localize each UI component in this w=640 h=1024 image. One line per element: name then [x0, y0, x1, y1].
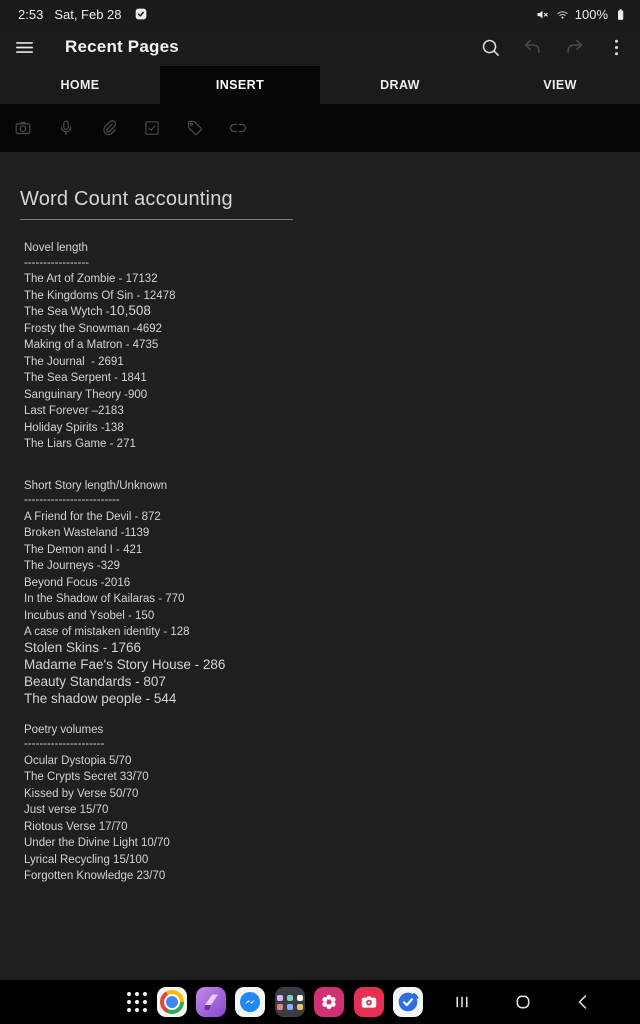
tag-tool-button[interactable]	[181, 114, 209, 142]
paperclip-icon	[99, 118, 119, 138]
attach-file-tool-button[interactable]	[95, 114, 123, 142]
note-line: Riotous Verse 17/70	[24, 820, 128, 833]
camera-app-icon	[354, 987, 384, 1017]
note-line: Broken Wasteland -1139	[24, 527, 150, 539]
section-short-story	[24, 479, 620, 708]
undo-button[interactable]	[518, 33, 546, 61]
app-drawer-icon	[122, 987, 152, 1017]
chrome-icon	[157, 987, 187, 1017]
note-line: Beauty Standards - 807	[24, 673, 166, 689]
note-line: The Liars Game - 271	[24, 438, 136, 450]
link-icon	[228, 118, 248, 138]
note-line: The Demon and I - 421	[24, 543, 143, 556]
task-check-notification-icon	[133, 6, 149, 22]
note-line: Making of a Matron - 4735	[24, 339, 159, 351]
navigation-dock	[0, 980, 640, 1024]
note-line: The Art of Zombie - 17132	[24, 273, 158, 285]
note-line: The Kingdoms Of Sin - 12478	[24, 289, 176, 302]
note-line: Under the Divine Light 10/70	[24, 837, 170, 849]
note-line: A case of mistaken identity - 128	[24, 626, 190, 638]
camera-icon	[13, 118, 33, 138]
back-nav-button[interactable]	[568, 987, 598, 1017]
volume-muted-icon	[535, 7, 550, 22]
note-line: Just verse 15/70	[24, 804, 109, 816]
section-items	[24, 752, 620, 884]
battery-percent: 100%	[574, 6, 608, 22]
camera-app-button[interactable]	[354, 987, 384, 1017]
note-line: Frosty the Snowman -4692	[24, 322, 163, 335]
tab-insert[interactable]: INSERT	[160, 66, 320, 104]
section-divider: ---------------------	[24, 738, 105, 750]
note-line: Last Forever –2183	[24, 405, 124, 417]
section-divider: -------------------------	[24, 494, 120, 506]
link-tool-button[interactable]	[224, 114, 252, 142]
messenger-app-button[interactable]	[235, 987, 265, 1017]
section-divider: -----------------	[24, 256, 90, 269]
microphone-icon	[56, 118, 76, 138]
chrome-app-button[interactable]	[157, 987, 187, 1017]
note-line: Holiday Spirits -138	[24, 421, 124, 434]
note-line: The Journeys -329	[24, 560, 120, 572]
status-date: Sat, Feb 28	[54, 6, 122, 22]
note-body	[24, 241, 620, 884]
page-title: Recent Pages	[65, 37, 179, 56]
note-line: The Crypts Secret 33/70	[24, 771, 149, 783]
note-line: The Sea Serpent - 1841	[24, 372, 147, 384]
home-nav-button[interactable]	[508, 987, 538, 1017]
status-bar	[0, 0, 640, 28]
section-heading: Poetry volumes	[24, 723, 104, 736]
kebab-menu-icon	[605, 36, 628, 59]
note-line: The shadow people - 544	[24, 690, 177, 706]
recents-nav-button[interactable]	[447, 987, 477, 1017]
note-title: Word Count accounting	[20, 188, 293, 220]
note-line: Kissed by Verse 50/70	[24, 787, 139, 800]
recents-icon	[451, 991, 473, 1013]
hamburger-icon	[13, 36, 36, 59]
gallery-app-button[interactable]	[314, 987, 344, 1017]
camera-tool-button[interactable]	[9, 114, 37, 142]
tab-bar	[0, 66, 640, 104]
note-line: The Sea Wytch -10,508	[24, 303, 151, 318]
note-line: The Journal - 2691	[24, 355, 124, 368]
app-folder-button[interactable]	[275, 987, 305, 1017]
note-line: Sanguinary Theory -900	[24, 388, 148, 401]
note-line: Stolen Skins - 1766	[24, 639, 142, 655]
note-line: Ocular Dystopia 5/70	[24, 754, 132, 767]
redo-icon	[563, 36, 586, 59]
search-icon	[479, 36, 502, 59]
check-circle-icon	[393, 987, 423, 1017]
purple-app-button[interactable]	[196, 987, 226, 1017]
messenger-icon	[235, 987, 265, 1017]
section-items	[24, 508, 620, 708]
note-line: Beyond Focus -2016	[24, 576, 131, 589]
app-folder-icon	[275, 987, 305, 1017]
more-options-button[interactable]	[602, 33, 630, 61]
tab-draw[interactable]: DRAW	[320, 66, 480, 104]
tab-home[interactable]: HOME	[0, 66, 160, 104]
voice-recording-tool-button[interactable]	[52, 114, 80, 142]
undo-icon	[521, 36, 544, 59]
app-drawer-button[interactable]	[122, 987, 152, 1017]
section-novel-length	[24, 241, 620, 452]
redo-button[interactable]	[560, 33, 588, 61]
home-icon	[512, 991, 534, 1013]
search-button[interactable]	[476, 33, 504, 61]
status-time: 2:53	[18, 6, 44, 22]
app-header	[0, 28, 640, 66]
section-items	[24, 270, 620, 452]
note-line: Incubus and Ysobel - 150	[24, 609, 155, 622]
tab-view[interactable]: VIEW	[480, 66, 640, 104]
note-line: In the Shadow of Kailaras - 770	[24, 593, 185, 605]
note-line: Madame Fae's Story House - 286	[24, 656, 226, 672]
battery-icon	[613, 7, 628, 22]
tag-icon	[185, 118, 205, 138]
section-poetry	[24, 723, 620, 884]
purple-app-icon	[196, 987, 226, 1017]
note-canvas[interactable]	[0, 152, 640, 980]
checkbox-icon	[142, 118, 162, 138]
back-icon	[572, 991, 594, 1013]
note-line: A Friend for the Devil - 872	[24, 510, 161, 523]
note-line: Lyrical Recycling 15/100	[24, 853, 149, 866]
checkbox-tool-button[interactable]	[138, 114, 166, 142]
check-app-button[interactable]	[393, 987, 423, 1017]
section-heading: Novel length	[24, 242, 88, 254]
menu-button[interactable]	[10, 33, 38, 61]
flower-icon	[314, 987, 344, 1017]
insert-ribbon	[0, 104, 640, 152]
wifi-icon	[555, 7, 570, 22]
section-heading: Short Story length/Unknown	[24, 479, 168, 492]
note-line: Forgotten Knowledge 23/70	[24, 870, 166, 882]
